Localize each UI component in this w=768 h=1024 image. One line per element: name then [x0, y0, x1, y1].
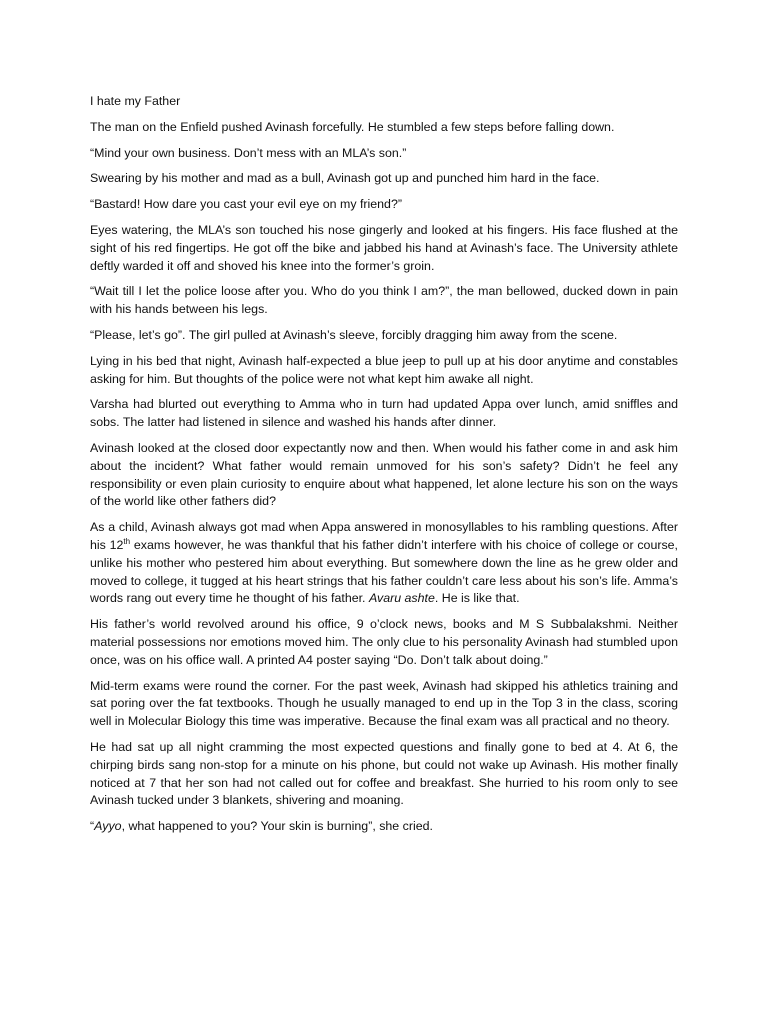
paragraph-11	[90, 519, 678, 608]
paragraph-5: Eyes watering, the MLA’s son touched his nose gingerly and looked at his fingers. His face flushed at the sight of his red fingertips. He got off the bike and jabbed his hand at Avinash’s face. The University athlete deftly warded it off and shoved his knee into the former’s groin.	[90, 222, 678, 273]
paragraph-1: The man on the Enfield pushed Avinash forcefully. He stumbled a few steps before falling down.	[90, 119, 615, 134]
paragraph-15-italic: Ayyo	[94, 819, 122, 834]
paragraph-2: “Mind your own business. Don’t mess with an MLA’s son.”	[90, 145, 407, 160]
paragraph-9: Varsha had blurted out everything to Amma who in turn had updated Appa over lunch, amid sniffles and sobs. The latter had listened in silence and washed his hands after dinner.	[90, 397, 678, 430]
paragraph-11-part-b: exams however, he was thankful that his father didn’t interfere with his choice of college or course, unlike his mother who pestered him about everything. But somewhere down the line as he grew older and moved to college, it tugged at his heart strings that his father couldn’t care less about his son’s life. Amma’s words rang out every time he thought of his father.	[90, 537, 678, 606]
paragraph-15-open-quote: “	[90, 819, 95, 834]
paragraph-3: Swearing by his mother and mad as a bull, Avinash got up and punched him hard in the face.	[90, 171, 600, 186]
paragraph-4: “Bastard! How dare you cast your evil eye on my friend?”	[90, 197, 402, 212]
paragraph-12: His father’s world revolved around his office, 9 o’clock news, books and M S Subbalakshmi. Neither material possessions nor emotions moved him. The only clue to his personality Avinash had stumbled upon once, was on his office wall. A printed A4 poster saying “Do. Don’t talk about doing.”	[90, 617, 678, 667]
paragraph-11-superscript: th	[123, 536, 131, 546]
paragraph-13: Mid-term exams were round the corner. For the past week, Avinash had skipped his athletics training and sat poring over the fat textbooks. Though he usually managed to end up in the Top 3 in the class, scoring well in Molecular Biology this time was imperative. Because the final exam was all practical and no theory.	[90, 678, 678, 729]
paragraph-15-rest: , what happened to you? Your skin is burning”, she cried.	[121, 819, 433, 834]
paragraph-11-part-a: As a child, Avinash always got mad when Appa answered in monosyllables to his rambling questions. After his 12	[90, 520, 678, 552]
paragraph-11-part-c: . He is like that.	[434, 591, 520, 606]
paragraph-7: “Please, let’s go”. The girl pulled at Avinash’s sleeve, forcibly dragging him away from the scene.	[90, 327, 618, 342]
paragraph-8: Lying in his bed that night, Avinash half-expected a blue jeep to pull up at his door anytime and constables asking for him. But thoughts of the police were not what kept him awake all night.	[90, 353, 678, 386]
paragraph-11-italic: Avaru ashte	[368, 591, 435, 606]
document-title: I hate my Father	[90, 94, 181, 108]
paragraph-15	[90, 818, 678, 836]
paragraph-14: He had sat up all night cramming the most expected questions and finally gone to bed at 4. At 6, the chirping birds sang non-stop for a minute on his phone, but could not wake up Avinash. His mother finally noticed at 7 that her son had not called out for coffee and breakfast. She hurried to his room only to see Avinash tucked under 3 blankets, shivering and moaning.	[90, 739, 678, 808]
paragraph-10: Avinash looked at the closed door expectantly now and then. When would his father come in and ask him about the incident? What father would remain unmoved for his son’s safety? Didn’t he feel any responsibility or even plain curiosity to enquire about what happened, let alone lecture his son on the ways of the world like other fathers did?	[90, 440, 678, 509]
paragraph-6: “Wait till I let the police loose after you. Who do you think I am?”, the man bellowed, ducked down in pain with his hands between his legs.	[90, 284, 678, 317]
document-page	[90, 93, 678, 844]
